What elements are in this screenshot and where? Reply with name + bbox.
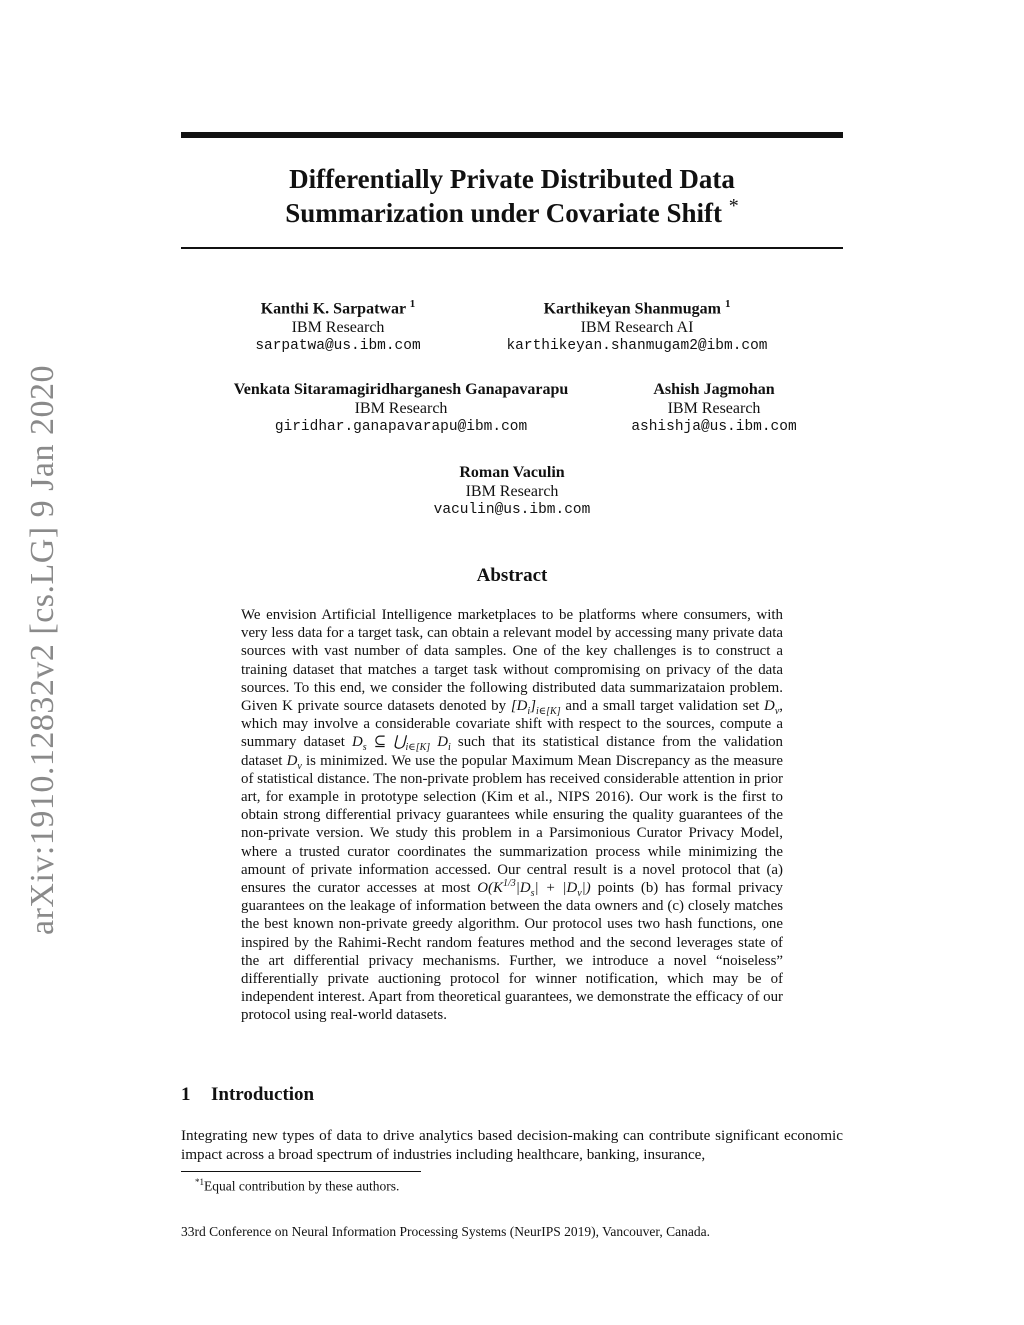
author-affil-mark: 1 <box>409 298 416 310</box>
author-affiliation: IBM Research <box>354 400 448 417</box>
section-number: 1 <box>181 1084 191 1105</box>
author-name: Kanthi K. Sarpatwar <box>260 300 406 318</box>
abstract-body: We envision Artificial Intelligence marketplaces to be platforms where consumers, with very less data for a target task, can obtain a relevant model by accessing many private data sources with vast number of data samples. One of the key challenges is to construct a training dataset that matches a target task without compromising on privacy of the data sources. To this end, we consider the following distributed data summarizataion problem. Given K private source datasets denoted by $[D_i]_{i\in[K]}$ and a small target validation set $D_v$, which may involve a considerable covariate shift with respect to the sources, compute a summary dataset $D_s$ ⊆ $⋃_{i\in[K]}$ $D_i$ such that its statistical distance from the validation dataset $D_v$ is minimized. We use the popular Maximum Mean Discrepancy as the measure of statistical distance. The non-private problem has received considerable attention in prior art, for example in prototype selection (Kim et al., NIPS 2016). Our work is the first to obtain strong differential privacy guarantees while ensuring the quality guarantees of the non-private version. We study this problem in a Parsimonious Curator Privacy Model, where a trusted curator coordinates the summarization process while minimizing the amount of private information accessed. Our central result is a novel protocol that (a) ensures the curator accesses at most $O(K^{1/3}|D_s| + |D_v|)$ points (b) has formal privacy guarantees on the leakage of information between the data owners and (c) closely matches the best known non-private greedy algorithm. Our protocol uses two hash functions, one inspired by the Rahimi-Recht random features method and the second leverages state of the art differential privacy mechanisms. Further, we introduce a novel “noiseless” differentially private auctioning protocol for winner notification, which may be of independent interest. Apart from theoretical guarantees, we demonstrate the efficacy of our protocol using real-world datasets. <box>241 607 784 1024</box>
author-name: Roman Vaculin <box>459 464 565 481</box>
author-email: karthikeyan.shanmugam2@ibm.com <box>506 338 768 355</box>
author-email: vaculin@us.ibm.com <box>433 502 591 518</box>
author-block <box>524 380 904 437</box>
arxiv-identifier-stamp: arXiv:1910.12832v2 [cs.LG] 9 Jan 2020 <box>24 365 61 935</box>
author-name: Karthikeyan Shanmugam <box>543 300 721 318</box>
conference-venue-line: 33rd Conference on Neural Information Processing Systems (NeurIPS 2019), Vancouver, Canada. <box>181 1224 710 1239</box>
math-validation-set: $D_v$ <box>764 698 780 717</box>
abstract-heading: Abstract <box>476 565 548 586</box>
author-email: sarpatwa@us.ibm.com <box>255 338 421 355</box>
title-top-rule <box>181 132 843 138</box>
introduction-paragraph: Integrating new types of data to drive analytics based decision-making can contribute significant economic impact across a broad spectrum of industries including healthcare, banking, insurance, <box>181 1127 843 1163</box>
footnote <box>195 1177 399 1195</box>
title-line-2: Summarization under Covariate Shift * <box>285 195 739 228</box>
author-affiliation: IBM Research <box>291 319 385 337</box>
author-block <box>322 463 702 520</box>
author-affiliation: IBM Research <box>465 483 559 500</box>
math-validation-set-ref: $D_v$ <box>286 752 302 772</box>
author-email: ashishja@us.ibm.com <box>631 419 797 435</box>
math-summary-dataset: $D_s$ ⊆ $⋃_{i\in[K]}$ $D_i$ <box>351 734 451 754</box>
author-affiliation: IBM Research <box>667 400 761 417</box>
author-affil-mark: 1 <box>724 298 731 310</box>
title-footnote-mark: * <box>728 195 739 217</box>
footnote-rule <box>181 1171 421 1172</box>
footnote-mark: *1 <box>195 1177 204 1187</box>
section-title: Introduction <box>211 1084 315 1105</box>
title-bottom-rule <box>181 247 843 249</box>
math-source-datasets: $[D_i]_{i\in[K]}$ <box>510 698 561 717</box>
paper-title <box>181 162 843 230</box>
title-line-1: Differentially Private Distributed Data <box>289 164 735 194</box>
author-email: giridhar.ganapavarapu@ibm.com <box>274 419 528 435</box>
footnote-text: Equal contribution by these authors. <box>204 1178 400 1194</box>
math-access-bound: $O(K^{1/3}|D_s| + |D_v|)$ <box>477 878 591 900</box>
author-name: Ashish Jagmohan <box>653 381 775 398</box>
author-affiliation: IBM Research AI <box>580 319 694 337</box>
author-name: Venkata Sitaramagiridharganesh Ganapavarapu <box>233 381 569 398</box>
section-heading-introduction <box>181 1084 314 1106</box>
author-block <box>447 295 827 356</box>
